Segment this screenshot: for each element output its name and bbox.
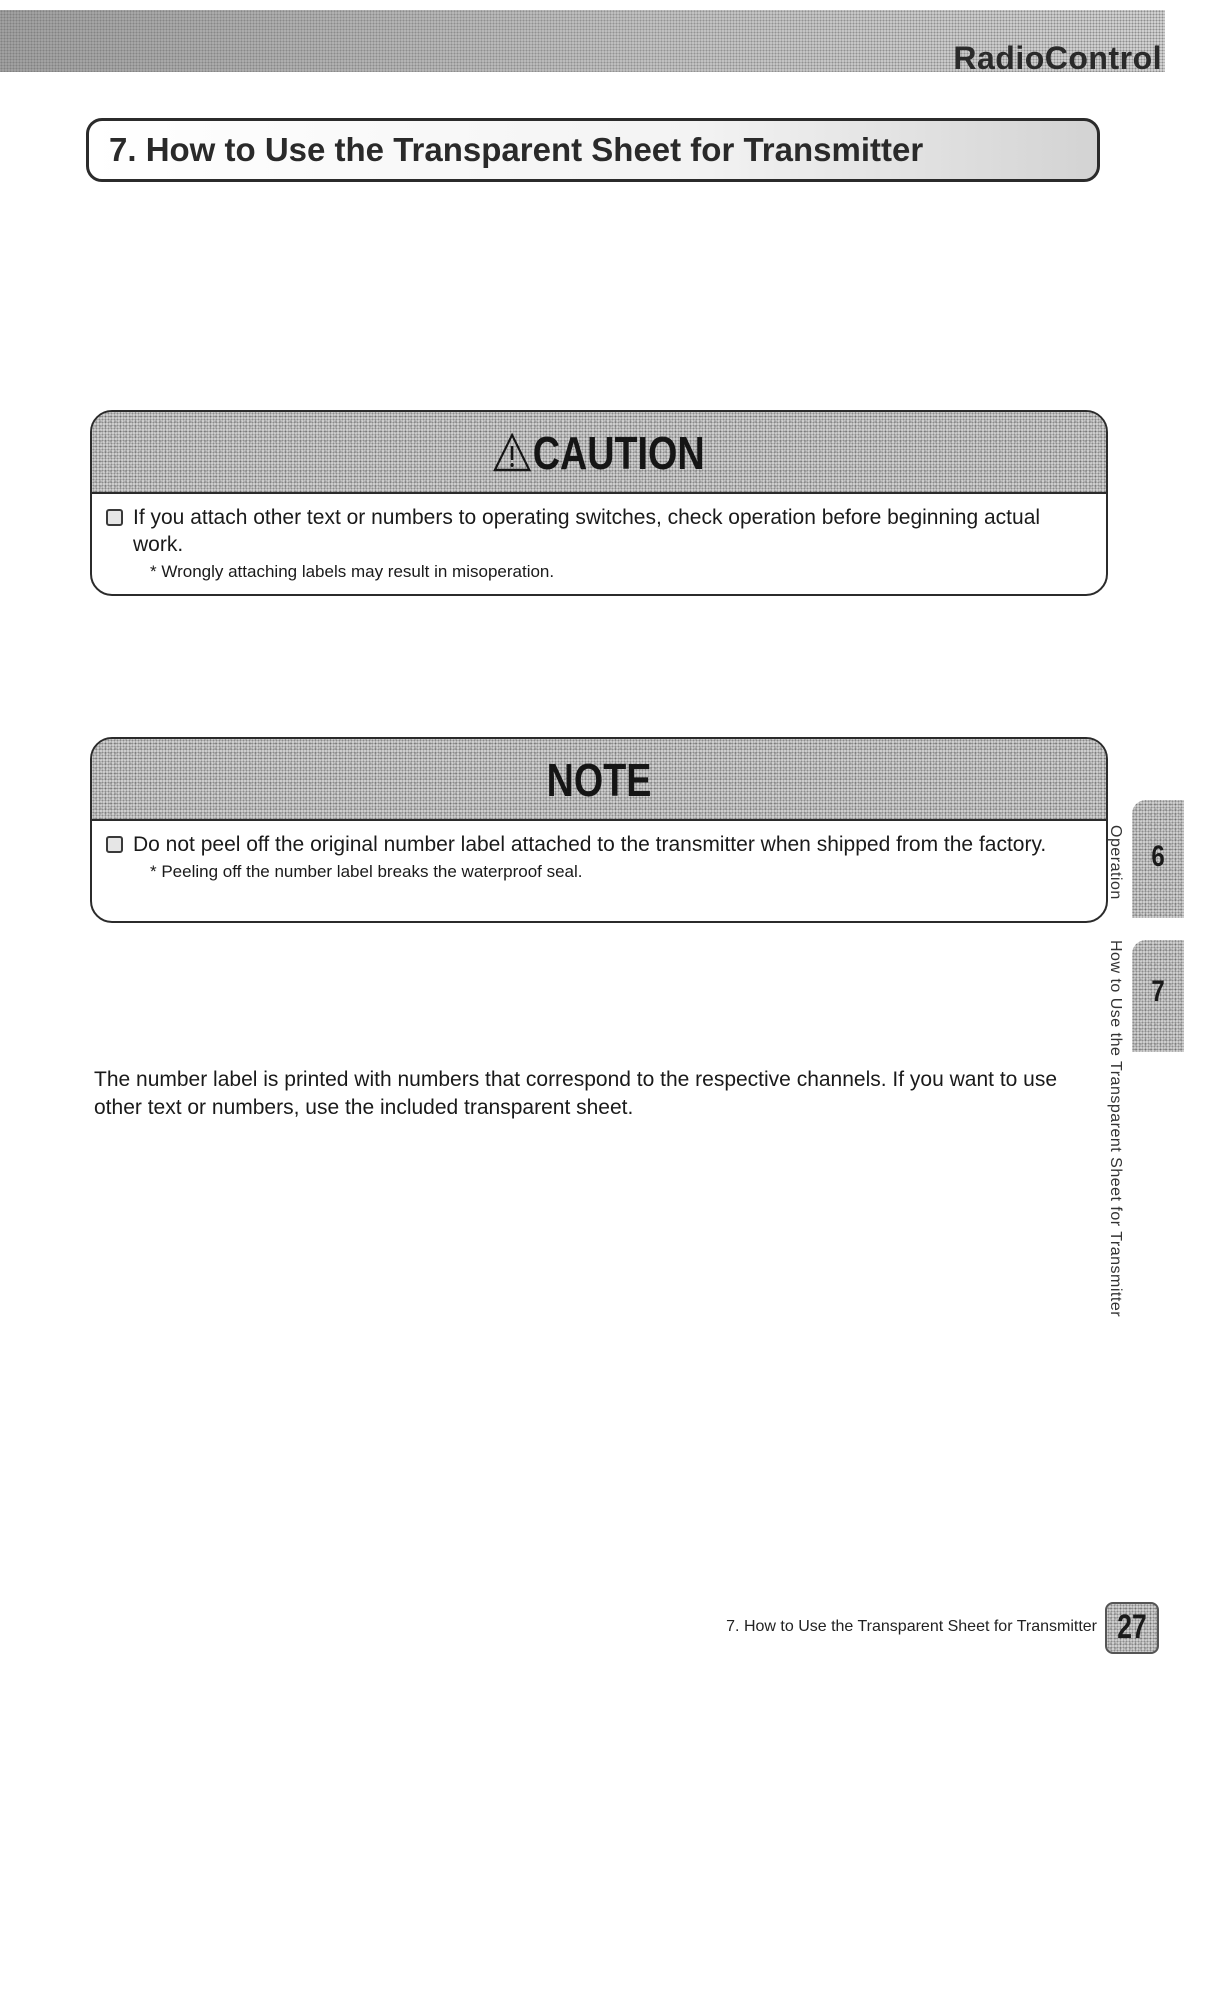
side-tab-6-label: Operation <box>1107 825 1124 900</box>
note-heading: NOTE <box>546 754 652 806</box>
page-number-badge <box>1105 1602 1159 1654</box>
caution-panel <box>90 410 1108 596</box>
caution-item <box>106 504 1086 558</box>
caution-body <box>92 494 1106 594</box>
brand-name: RadioControl <box>953 40 1162 76</box>
warning-triangle-icon <box>493 432 531 472</box>
footer-running-title: 7. How to Use the Transparent Sheet for Transmitter <box>726 1618 1097 1635</box>
caution-note: * Wrongly attaching labels may result in misoperation. <box>150 562 555 581</box>
side-tab-7-number: 7 <box>1151 975 1165 1008</box>
note-panel <box>90 737 1108 923</box>
note-item-text: Do not peel off the original number label attached to the transmitter when shipped from the factory. <box>133 833 1047 856</box>
section-title-box <box>86 118 1100 182</box>
side-tab-7-label: How to Use the Transparent Sheet for Transmitter <box>1107 940 1124 1318</box>
caution-item-text: If you attach other text or numbers to operating switches, check operation before beginning actual work. <box>133 506 1041 556</box>
note-footnote: * Peeling off the number label breaks the waterproof seal. <box>150 862 583 881</box>
page-number: 27 <box>1117 1608 1147 1646</box>
note-header <box>92 739 1106 821</box>
section-title: 7. How to Use the Transparent Sheet for Transmitter <box>109 131 924 168</box>
note-body <box>92 821 1106 894</box>
checkbox-bullet-icon <box>106 509 123 526</box>
note-item <box>106 831 1086 858</box>
caution-heading: CAUTION <box>532 427 705 479</box>
caution-header <box>92 412 1106 494</box>
caution-title <box>183 426 1014 480</box>
side-tab-6-number: 6 <box>1151 840 1165 873</box>
side-tab-6[interactable] <box>1132 800 1184 918</box>
body-paragraph: The number label is printed with numbers that correspond to the respective channels. If you want to use other text or numbers, use the included transparent sheet. <box>94 1068 1058 1119</box>
side-tab-7[interactable] <box>1132 940 1184 1052</box>
checkbox-bullet-icon <box>106 836 123 853</box>
